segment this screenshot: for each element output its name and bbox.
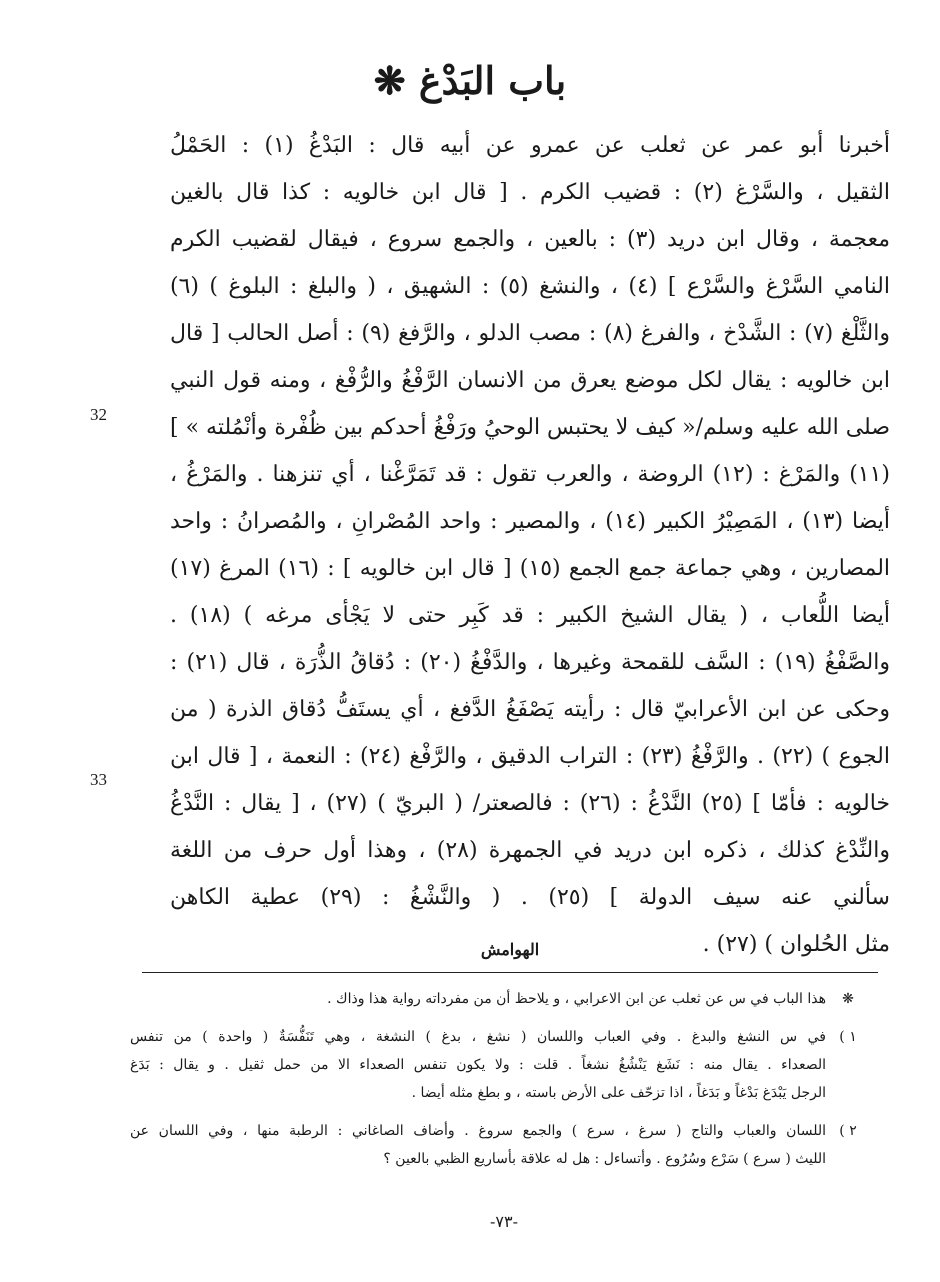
text-line: ابن خالويه : يقال لكل موضع يعرق من الانسان الرَّفْغُ والرُّفْغ ، ومنه قول النبي	[170, 368, 890, 393]
chapter-title: باب البَدْغ ❋	[373, 58, 567, 103]
text-line: الجوع ) (٢٢) . والرَّفْغُ (٢٣) : التراب الدقيق ، والرَّفْغ (٢٤) : النعمة ، [ قال ابن	[170, 744, 890, 769]
footnote-line: في س النشغ والبدغ . وفي العباب واللسان ( نشغ ، بدغ ) النشغة ، وهي تَنَفُّسَةٌ ( واحدة ) من تنفس	[130, 1029, 826, 1045]
footnotes-heading: الهوامش	[480, 940, 540, 959]
footnote-line: الصعداء . يقال منه : نَشَغ يَنْشُغُ نشغاً . قلت : ولا يكون تنفس الصعداء الا من حمل ثقيل . و يقال : بَدَغ	[130, 1057, 826, 1073]
text-line: (١١) والمَرْغ : (١٢) الروضة ، والعرب تقول : قد تَمَرَّغْنا ، أي تنزهنا . والمَرْغُ ،	[170, 462, 890, 487]
text-line: أخبرنا أبو عمر عن ثعلب عن عمرو عن أبيه قال : البَدْغُ (١) : الحَمْلُ	[170, 133, 890, 158]
text-line: والثَّلْغ (٧) : الشَّدْخ ، والفرغ (٨) : مصب الدلو ، والرَّفغ (٩) : أصل الحالب [ قال	[170, 321, 890, 346]
footnote-mark: ٢ )	[839, 1123, 857, 1139]
footnote-mark: ١ )	[839, 1029, 857, 1045]
margin-page-marker: 33	[90, 770, 107, 789]
text-line: أيضا اللُّعاب ، ( يقال الشيخ الكبير : قد كَبِر حتى لا يَجْأى مرغه ) (١٨) .	[170, 603, 890, 628]
footnotes	[130, 985, 870, 1183]
footnote-divider	[142, 972, 878, 973]
text-line: الثقيل ، والسَّرْغ (٢) : قضيب الكرم . [ قال ابن خالويه : كذا قال بالغين	[170, 180, 890, 205]
page-number: -٧٣-	[490, 1212, 518, 1231]
text-line: المصارين ، وهي جماعة جمع الجمع (١٥) [ قال ابن خالويه ] : (١٦) المرغ (١٧)	[170, 556, 890, 581]
main-text	[170, 122, 890, 968]
footnote-line: الليث ( سرع ) سَرْع وسُرُوع . وأتساءل : هل له علاقة بأساريع الظبي بالعين ؟	[383, 1151, 826, 1167]
footnote-mark: ❋	[842, 991, 854, 1007]
footnote	[130, 1023, 870, 1107]
margin-page-marker: 32	[90, 405, 107, 424]
text-line: معجمة ، وقال ابن دريد (٣) : بالعين ، والجمع سروع ، فيقال لقضيب الكرم	[170, 227, 890, 252]
footnote-line: اللسان والعباب والتاج ( سرغ ، سرع ) والجمع سروغ . وأضاف الصاغاني : الرطبة منها ، وفي اللسان عن	[130, 1123, 826, 1139]
text-line: وحكى عن ابن الأعرابيّ قال : رأيته يَصْفَغُ الدَّفغ ، أي يستَفُّ دُقاق الذرة ( من	[170, 697, 890, 722]
text-line: خالويه : فأمّا ] (٢٥) النَّدْغُ : (٢٦) : فالصعتر/ ( البريّ ) (٢٧) ، [ يقال : النَّدْغُ	[170, 791, 890, 816]
text-line: والصَّفْغُ (١٩) : السَّف للقمحة وغيرها ، والدَّفْغُ (٢٠) : دُقاقُ الذُّرَة ، قال (٢١) :	[170, 650, 890, 675]
footnote	[130, 985, 870, 1013]
footnote	[130, 1117, 870, 1173]
text-line: صلى الله عليه وسلم/« كيف لا يحتبس الوحيُ ورَفْغُ أحدكم بين ظُفْرة وأنْمُلته » ]	[170, 415, 890, 440]
text-line: والنِّدْغ كذلك ، ذكره ابن دريد في الجمهرة (٢٨) ، وهذا أول حرف من اللغة	[170, 838, 890, 863]
text-line: سألني عنه سيف الدولة ] (٢٥) . ( والنَّشْغُ : (٢٩) عطية الكاهن	[170, 885, 890, 910]
footnote-line: هذا الباب في س عن ثعلب عن ابن الاعرابي ، و يلاحظ أن من مفرداته رواية هذا وذاك .	[327, 991, 826, 1007]
text-line: أيضا (١٣) ، المَصِيْرُ الكبير (١٤) ، والمصير : واحد المُصْرانِ ، والمُصرانُ : واحد	[170, 509, 890, 534]
text-line: مثل الحُلوان ) (٢٧) .	[702, 932, 890, 957]
text-line: النامي السَّرْغ والسَّرْع ] (٤) ، والنشغ (٥) : الشهيق ، ( والبلغ : البلوغ ) (٦)	[170, 274, 890, 299]
footnote-line: الرجل يَبْدَغ بَدْغاً و بَدَغاً ، اذا تزحّف على الأرض باسته ، و بطغ مثله أيضا .	[411, 1085, 826, 1101]
